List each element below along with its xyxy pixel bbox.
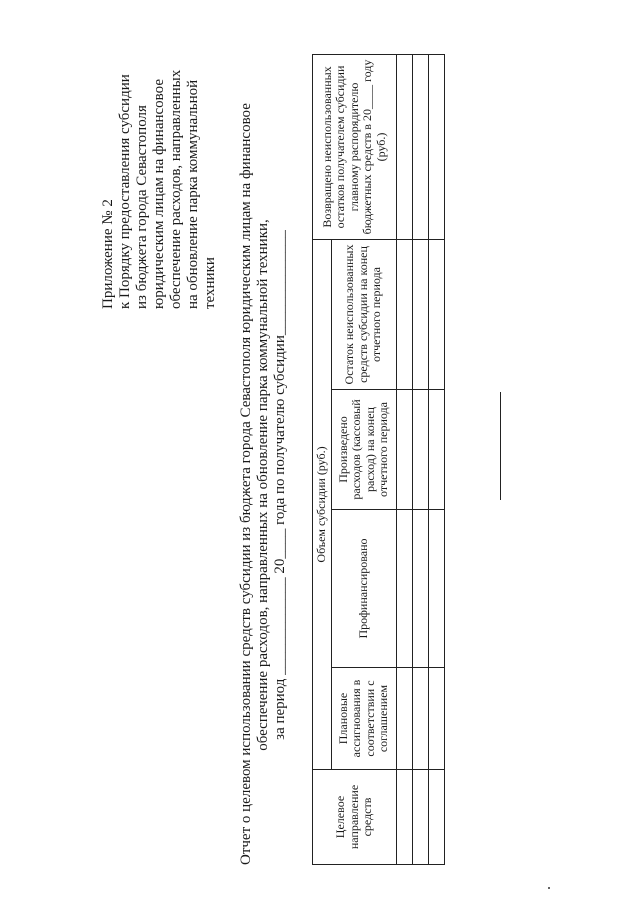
col-remainder-header: Остаток неиспользованных средств субсидии на конец отчетного периода — [331, 239, 396, 389]
appendix-line: обеспечение расходов, направленных — [168, 69, 184, 309]
table-cell — [412, 770, 428, 865]
appendix-header — [100, 19, 219, 309]
table-cell — [428, 239, 444, 389]
table-cell — [428, 770, 444, 865]
appendix-line: на обновление парка коммунальной — [185, 79, 201, 309]
report-period-line: за период _____________ 20____ года по получателю субсидии______________ — [272, 230, 288, 740]
appendix-line: техники — [202, 257, 218, 309]
table-row — [396, 54, 412, 864]
subsidy-volume-header: Объем субсидии (руб.) — [313, 239, 332, 769]
table-cell — [396, 770, 412, 865]
col-purpose-header: Целевое направление средств — [313, 770, 397, 865]
table-cell — [396, 390, 412, 510]
col-spent-header: Произведено расходов (кассовый расход) на конец отчетного периода — [331, 390, 396, 510]
table-cell — [396, 668, 412, 770]
table-cell — [412, 54, 428, 239]
scan-speck — [548, 887, 550, 889]
table-cell — [412, 390, 428, 510]
col-financed-header: Профинансировано — [331, 510, 396, 668]
table-cell — [412, 668, 428, 770]
report-title-line: Отчет о целевом использовании средств субсидии из бюджета города Севастополя юридическим лицам на финансовое — [238, 103, 254, 865]
table-cell — [428, 510, 444, 668]
table-cell — [412, 239, 428, 389]
col-returned-text: Возвращено неиспользованных остатков получателем субсидии главному распорядителю бюджетных средств — [319, 65, 374, 235]
col-returned-header — [313, 54, 397, 239]
appendix-line: к Порядку предоставления субсидии — [117, 74, 133, 309]
col-planned-header: Плановые ассигнования в соответствии с соглашением — [331, 668, 396, 770]
report-table — [312, 54, 445, 865]
appendix-line: юридическим лицам на финансовое — [151, 79, 167, 309]
table-body — [396, 54, 444, 864]
divider-line — [500, 392, 501, 500]
table-row — [428, 54, 444, 864]
table-row — [412, 54, 428, 864]
table-cell — [412, 510, 428, 668]
report-title — [238, 105, 289, 865]
report-title-line: обеспечение расходов, направленных на обновление парка коммунальной техники, — [255, 219, 271, 751]
table-cell — [428, 390, 444, 510]
table-cell — [396, 510, 412, 668]
table-cell — [428, 668, 444, 770]
table-cell — [396, 239, 412, 389]
table-cell — [396, 54, 412, 239]
appendix-title: Приложение № 2 — [100, 199, 116, 309]
col-returned-year: в 20____ году (руб.) — [360, 59, 388, 162]
table-cell — [428, 54, 444, 239]
appendix-line: из бюджета города Севастополя — [134, 105, 150, 309]
